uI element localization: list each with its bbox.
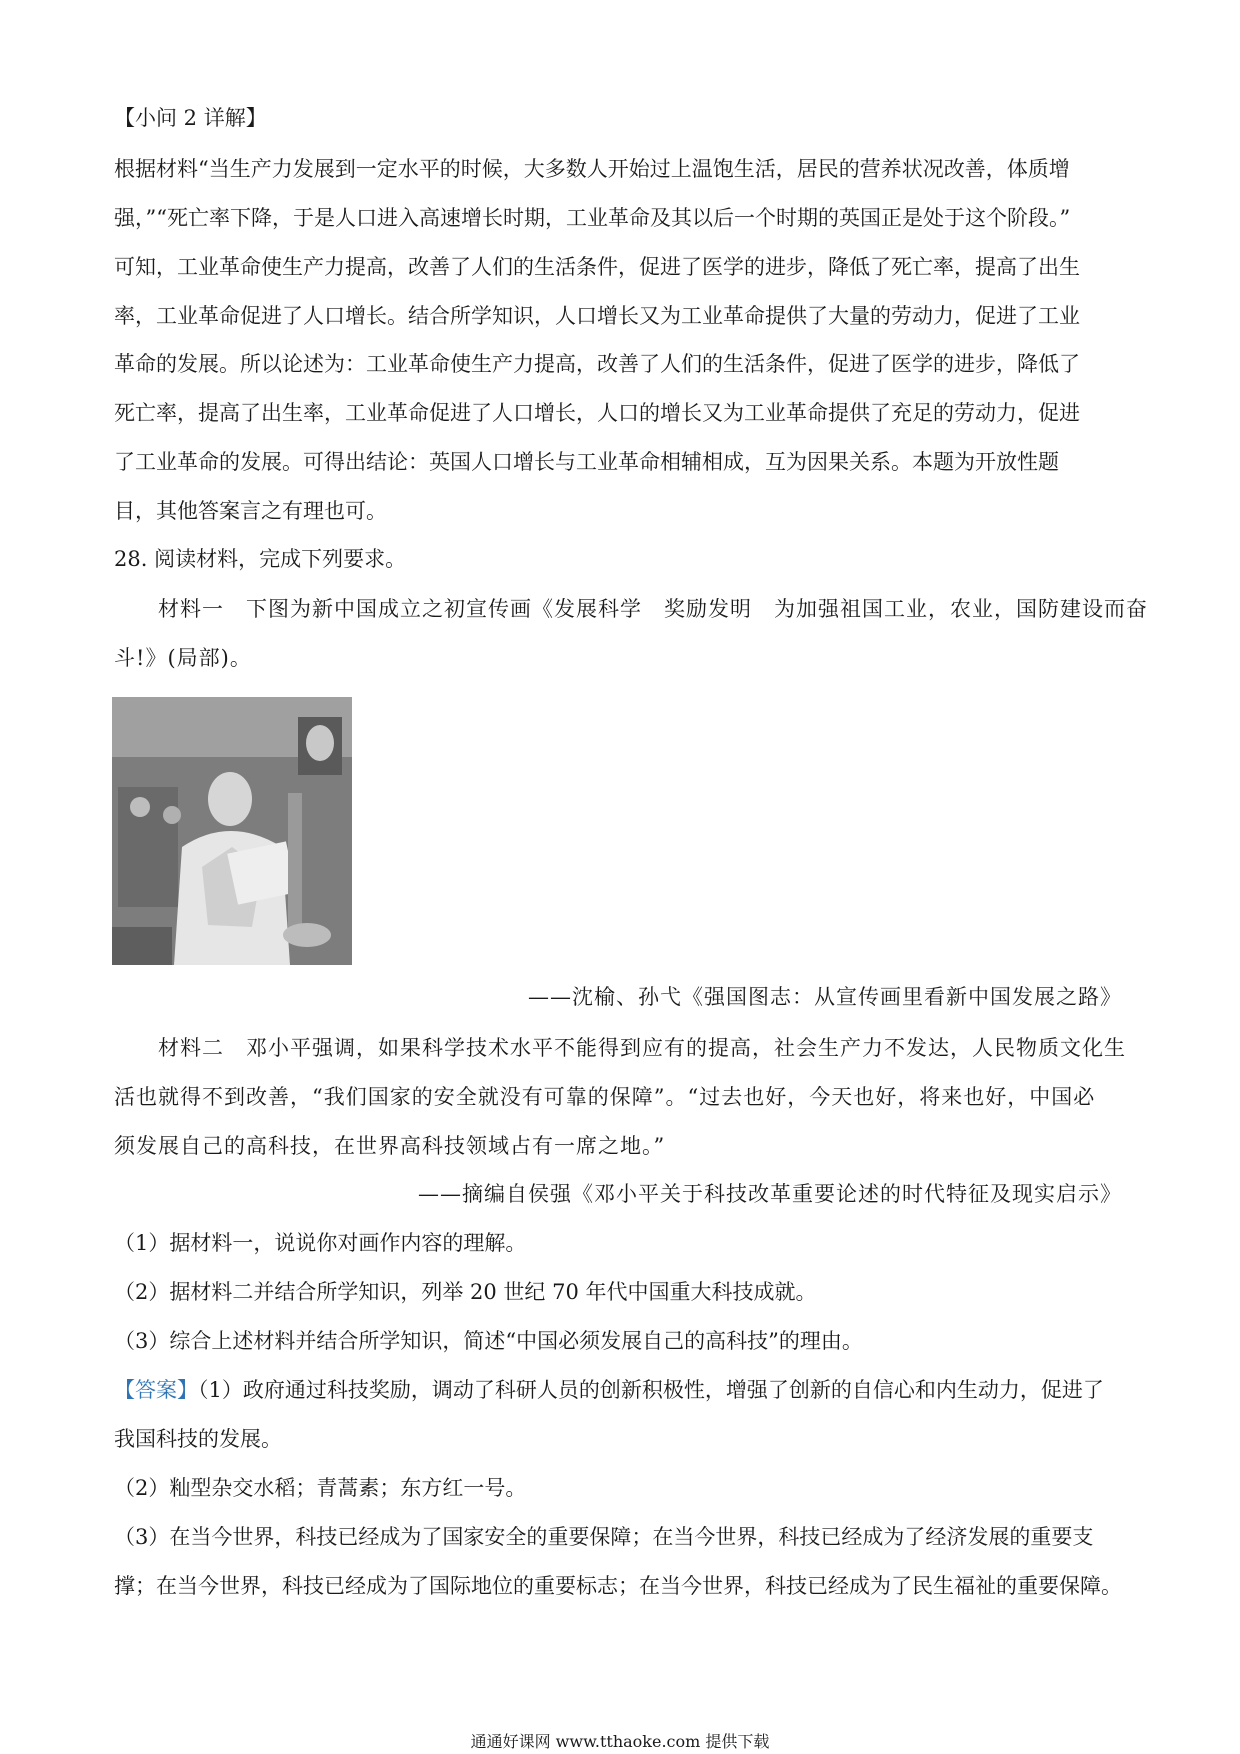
explanation-line: 了工业革命的发展。可得出结论：英国人口增长与工业革命相辅相成，互为因果关系。本题为开放性题: [114, 450, 1059, 474]
material1-source: ——沈榆、孙弋《强国图志：从宣传画里看新中国发展之路》: [528, 985, 1122, 1009]
page-footer: 通通好课网 www.tthaoke.com 提供下载: [470, 1732, 770, 1751]
material1-line: 斗!》(局部)。: [114, 646, 252, 670]
answer-line: 撑；在当今世界，科技已经成为了国际地位的重要标志；在当今世界，科技已经成为了民生福祉的重要保障。: [114, 1574, 1122, 1598]
answer-line: （2）籼型杂交水稻；青蒿素；东方红一号。: [114, 1476, 527, 1500]
explanation-line: 可知，工业革命使生产力提高，改善了人们的生活条件，促进了医学的进步，降低了死亡率，提高了出生: [114, 255, 1080, 279]
material1-line: 材料一 下图为新中国成立之初宣传画《发展科学 奖励发明 为加强祖国工业，农业，国防建设而奋: [158, 597, 1148, 621]
explanation-line: 率，工业革命促进了人口增长。结合所学知识，人口增长又为工业革命提供了大量的劳动力，促进了工业: [114, 304, 1080, 328]
explanation-line: 强，”“死亡率下降，于是人口进入高速增长时期，工业革命及其以后一个时期的英国正是处于这个阶段。”: [114, 206, 1071, 230]
section-heading: 【小问 2 详解】: [114, 106, 267, 130]
material2-line: 材料二 邓小平强调，如果科学技术水平不能得到应有的提高，社会生产力不发达，人民物质文化生: [158, 1036, 1126, 1060]
propaganda-poster-image: [112, 697, 352, 965]
explanation-line: 根据材料“当生产力发展到一定水平的时候，大多数人开始过上温饱生活，居民的营养状况改善，体质增: [114, 157, 1070, 181]
answer-line: [114, 1376, 1134, 1404]
sub-question: （2）据材料二并结合所学知识，列举 20 世纪 70 年代中国重大科技成就。: [114, 1280, 817, 1304]
material2-source: ——摘编自侯强《邓小平关于科技改革重要论述的时代特征及现实启示》: [418, 1182, 1122, 1206]
question-title: 28. 阅读材料，完成下列要求。: [114, 547, 407, 571]
answer-line: （3）在当今世界，科技已经成为了国家安全的重要保障；在当今世界，科技已经成为了经济发展的重要支: [114, 1525, 1094, 1549]
material2-line: 须发展自己的高科技，在世界高科技领域占有一席之地。”: [114, 1134, 666, 1158]
explanation-line: 革命的发展。所以论述为：工业革命使生产力提高，改善了人们的生活条件，促进了医学的进步，降低了: [114, 352, 1080, 376]
sub-question: （3）综合上述材料并结合所学知识，简述“中国必须发展自己的高科技”的理由。: [114, 1329, 863, 1353]
answer-tag: 【答案】: [114, 1378, 198, 1402]
answer-line: 我国科技的发展。: [114, 1427, 282, 1451]
explanation-line: 死亡率，提高了出生率，工业革命促进了人口增长，人口的增长又为工业革命提供了充足的劳动力，促进: [114, 401, 1080, 425]
sub-question: （1）据材料一，说说你对画作内容的理解。: [114, 1231, 527, 1255]
material2-line: 活也就得不到改善，“我们国家的安全就没有可靠的保障”。“过去也好，今天也好，将来也好，中国必: [114, 1085, 1096, 1109]
explanation-line: 目，其他答案言之有理也可。: [114, 499, 387, 523]
poster-illustration: [112, 697, 352, 965]
answer-text: （1）政府通过科技奖励，调动了科研人员的创新积极性，增强了创新的自信心和内生动力，促进了: [198, 1378, 1104, 1402]
